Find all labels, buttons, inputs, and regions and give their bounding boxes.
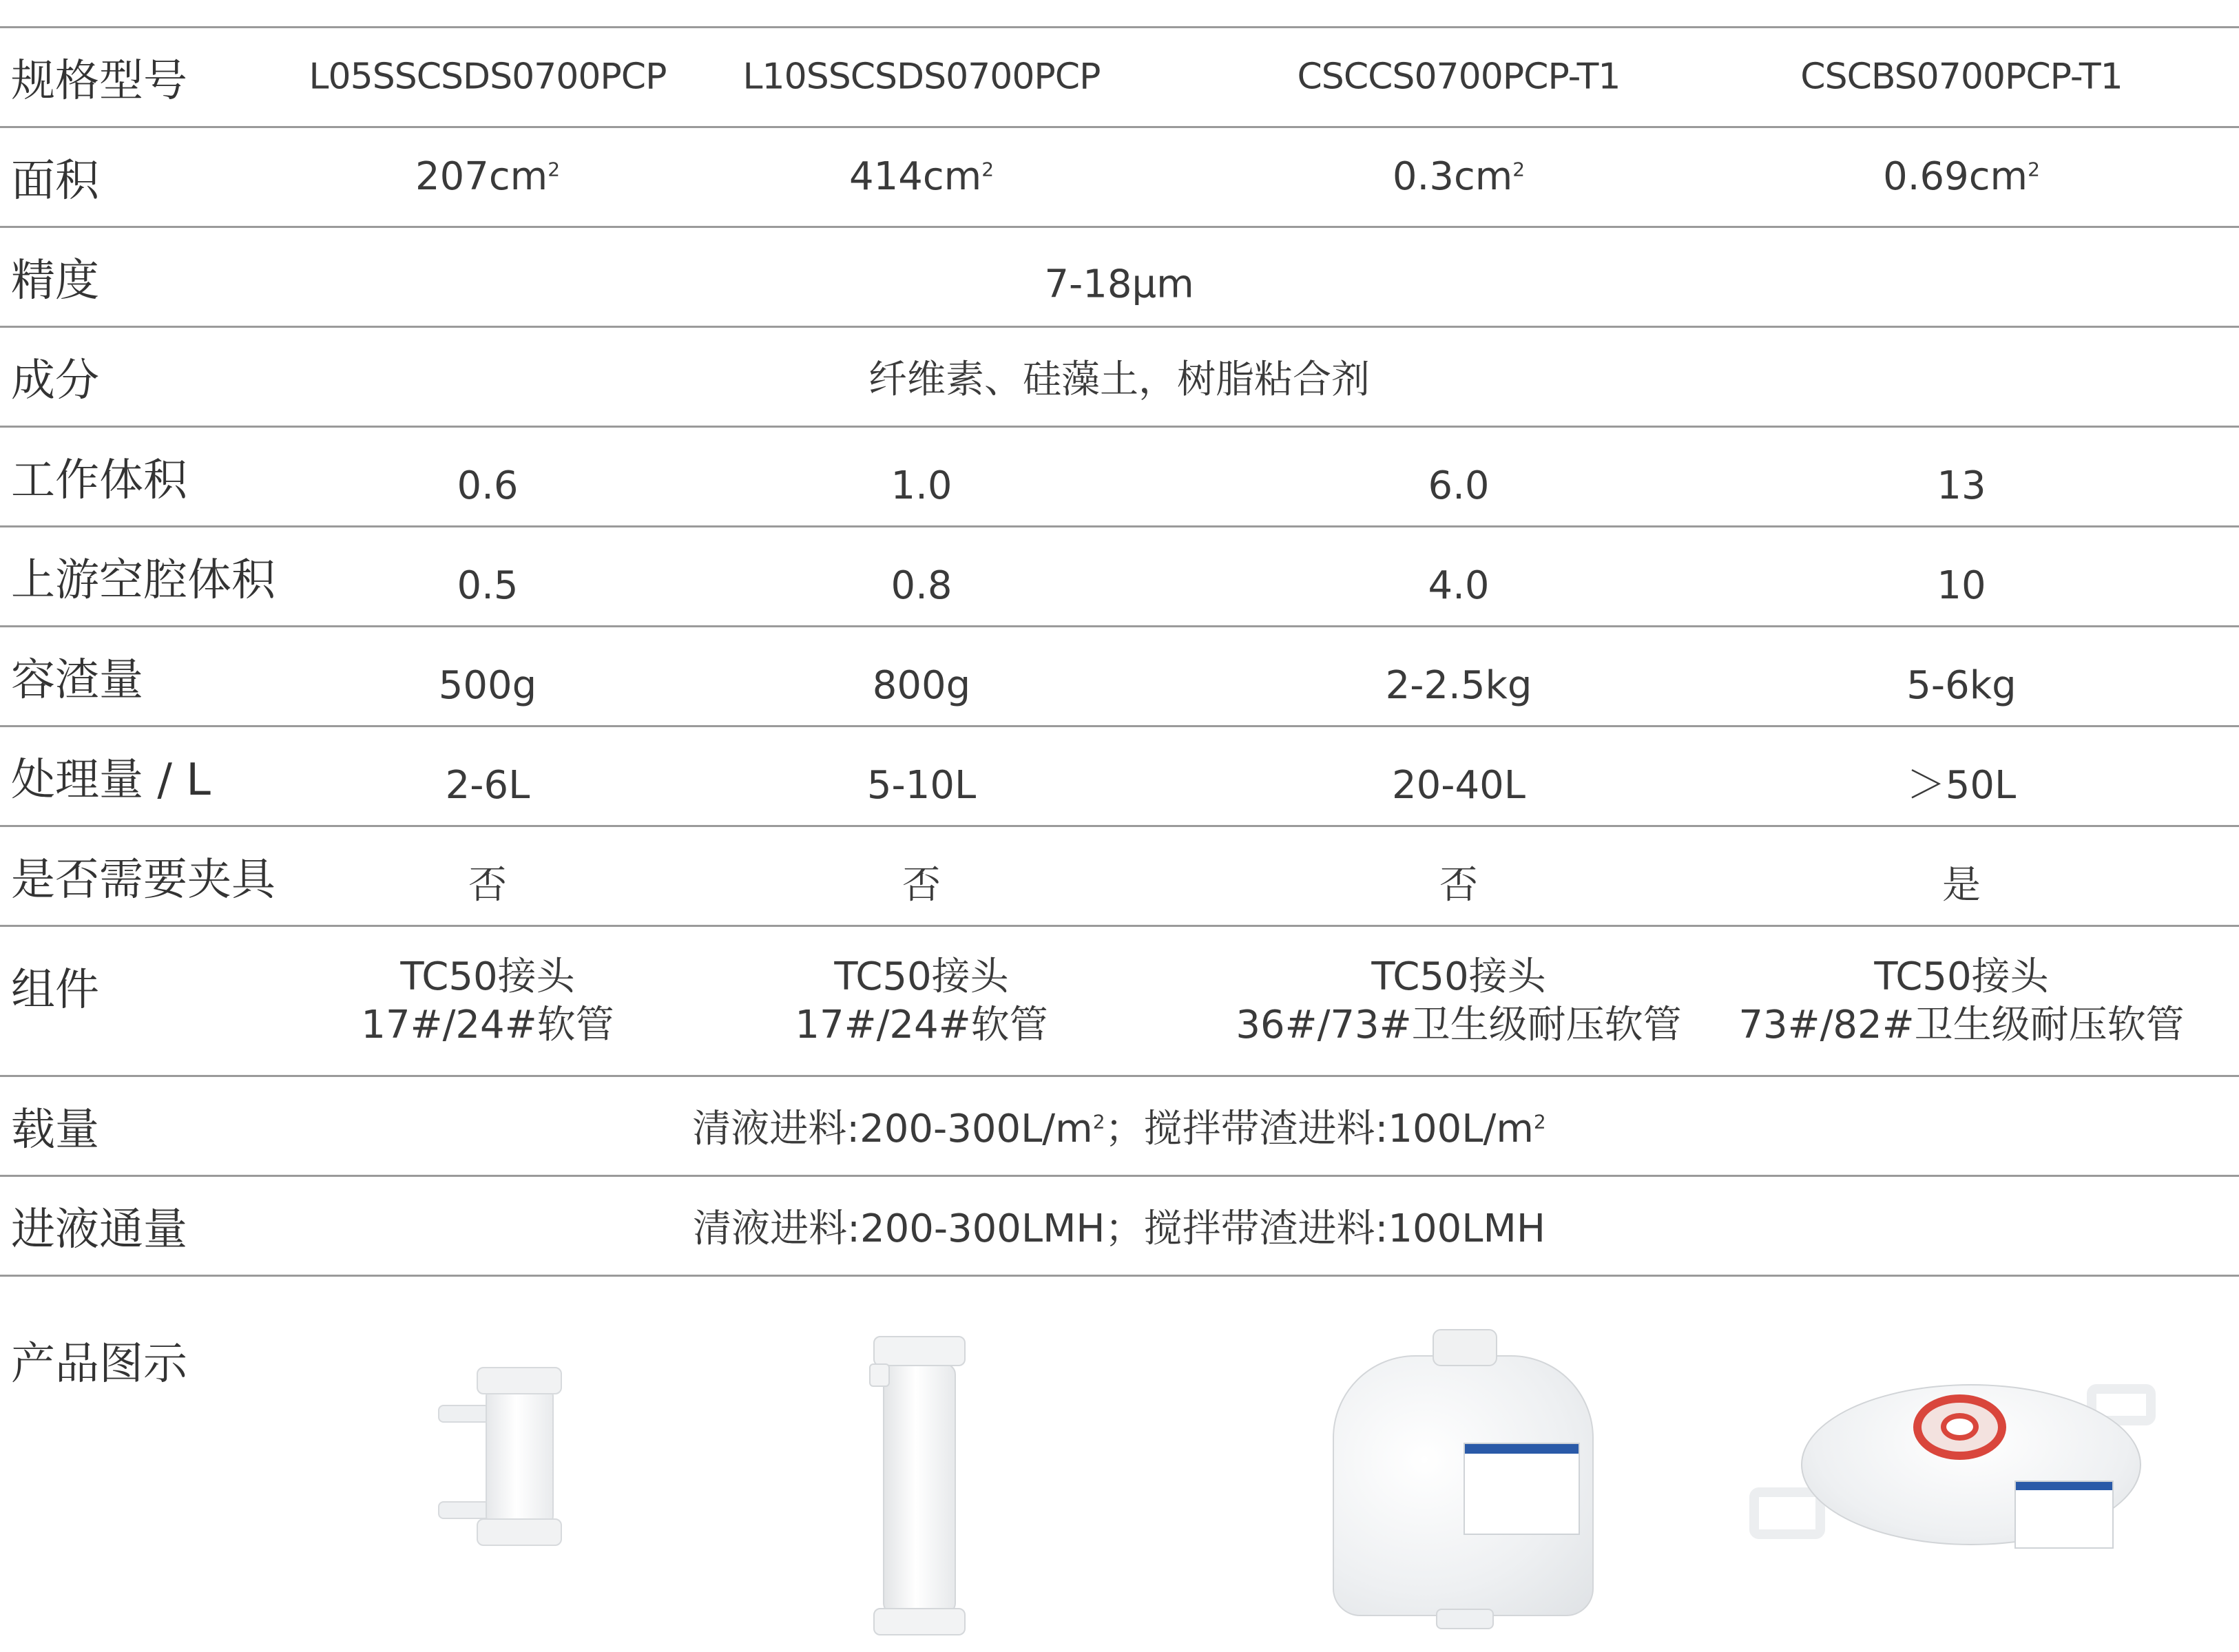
working-volume-cell: 0.6	[457, 463, 519, 509]
flux-value: 清液进料:200-300LMH；搅拌带渣进料:100LMH	[693, 1206, 1545, 1251]
row-composition	[0, 328, 2239, 428]
row-model	[0, 28, 2239, 128]
throughput-cell: ＞50L	[1906, 763, 2017, 808]
area-value: 414cm	[848, 154, 982, 199]
components-line: 17#/24#软管	[795, 1002, 1048, 1047]
red-ring-inner	[1941, 1413, 1979, 1441]
row-working-volume	[0, 428, 2239, 527]
components-line: 73#/82#卫生级耐压软管	[1738, 1002, 2185, 1047]
upstream-volume-cell: 4.0	[1428, 563, 1490, 609]
row-upstream-volume	[0, 527, 2239, 627]
components-cell	[361, 953, 614, 1049]
fixture-cell: 否	[468, 863, 507, 908]
area-value: 0.3cm	[1392, 154, 1513, 199]
canister-outlet	[1436, 1609, 1494, 1629]
row-label: 规格型号	[11, 56, 187, 107]
components-line: 36#/73#卫生级耐压软管	[1236, 1002, 1682, 1047]
throughput-cell: 2-6L	[445, 763, 530, 808]
fixture-cell: 否	[1439, 863, 1478, 908]
vent-port	[869, 1363, 890, 1387]
loading-superscript: 2	[1533, 1110, 1546, 1133]
components-line: TC50接头	[1874, 954, 2049, 999]
composition-value: 纤维素、硅藻土，树脂粘合剂	[868, 357, 1370, 402]
dirt-capacity-cell: 5-6kg	[1906, 663, 2017, 709]
row-label: 上游空腔体积	[11, 555, 275, 606]
capsule-cap-bottom	[477, 1518, 562, 1546]
row-label: 工作体积	[11, 455, 187, 506]
throughput-cell: 20-40L	[1392, 763, 1525, 808]
dirt-capacity-cell: 2-2.5kg	[1385, 663, 1532, 709]
area-superscript: 2	[981, 158, 994, 181]
dirt-capacity-cell: 800g	[872, 663, 971, 709]
loading-value	[692, 1098, 1546, 1153]
hose-barb-bottom	[438, 1501, 490, 1519]
row-flux	[0, 1177, 2239, 1277]
loading-part-2: ；搅拌带渣进料:100L/m	[1105, 1107, 1534, 1151]
row-label: 面积	[11, 156, 99, 207]
product-label-sticker	[1464, 1443, 1580, 1535]
upstream-volume-cell: 10	[1937, 563, 1986, 609]
capsule-cap-top	[873, 1336, 966, 1366]
row-label: 精度	[11, 255, 99, 306]
area-superscript: 2	[2028, 158, 2040, 181]
area-cell	[849, 153, 994, 201]
components-line: 17#/24#软管	[361, 1002, 614, 1047]
dirt-capacity-cell: 500g	[438, 663, 537, 709]
row-label: 容渣量	[11, 655, 143, 706]
row-area	[0, 128, 2239, 228]
fixture-cell: 否	[902, 863, 941, 908]
row-label: 组件	[11, 965, 99, 1016]
throughput-cell: 5-10L	[866, 763, 977, 808]
row-throughput	[0, 727, 2239, 827]
row-fixture	[0, 827, 2239, 927]
model-cell: L05SSCSDS0700PCP	[309, 56, 667, 98]
row-loading	[0, 1077, 2239, 1177]
loading-superscript: 2	[1092, 1110, 1105, 1133]
model-cell: L10SSCSDS0700PCP	[742, 56, 1101, 98]
row-dirt-capacity	[0, 627, 2239, 727]
loading-part-1: 清液进料:200-300L/m	[692, 1107, 1093, 1151]
precision-value: 7-18μm	[1044, 262, 1194, 307]
product-label-sticker	[2014, 1481, 2114, 1549]
area-value: 207cm	[415, 154, 548, 199]
row-label: 处理量 / L	[11, 755, 211, 806]
area-cell	[1883, 153, 2040, 201]
row-label: 成分	[11, 355, 99, 406]
model-cell: CSCCS0700PCP-T1	[1297, 56, 1621, 98]
components-line: TC50接头	[834, 954, 1009, 999]
capsule-body	[883, 1363, 956, 1614]
area-cell	[415, 153, 560, 201]
model-cell: CSCBS0700PCP-T1	[1800, 56, 2123, 98]
capsule-cap-bottom	[873, 1608, 966, 1635]
upstream-volume-cell: 0.5	[457, 563, 519, 609]
working-volume-cell: 1.0	[891, 463, 952, 509]
row-label: 进液通量	[11, 1204, 187, 1255]
components-cell	[795, 953, 1048, 1049]
area-superscript: 2	[1512, 158, 1525, 181]
area-value: 0.69cm	[1883, 154, 2028, 199]
canister-neck	[1433, 1329, 1497, 1366]
hose-barb-top	[438, 1405, 490, 1423]
area-cell	[1393, 153, 1525, 201]
components-cell	[1236, 953, 1681, 1049]
area-superscript: 2	[548, 158, 561, 181]
capsule-body	[486, 1384, 554, 1528]
row-label: 是否需要夹具	[11, 855, 275, 906]
components-cell	[1738, 953, 2184, 1049]
row-label: 产品图示	[11, 1339, 187, 1390]
fixture-cell: 是	[1942, 863, 1981, 908]
capsule-cap-top	[477, 1367, 562, 1394]
components-line: TC50接头	[400, 954, 575, 999]
row-precision	[0, 228, 2239, 328]
components-line: TC50接头	[1371, 954, 1546, 999]
upstream-volume-cell: 0.8	[891, 563, 952, 609]
working-volume-cell: 13	[1937, 463, 1986, 509]
row-components	[0, 927, 2239, 1077]
working-volume-cell: 6.0	[1428, 463, 1490, 509]
row-label: 载量	[11, 1105, 99, 1156]
